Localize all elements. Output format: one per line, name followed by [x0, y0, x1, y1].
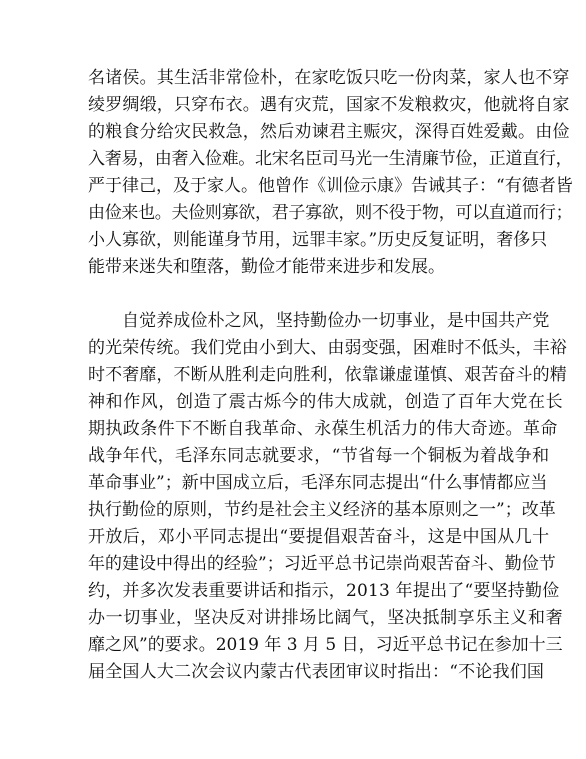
text-line: 届全国人大二次会议内蒙古代表团审议时指出：“不论我们国	[88, 662, 545, 682]
text-line: 靡之风”的要求。2019 年 3 月 5 日，习近平总书记在参加十三	[88, 635, 563, 655]
text-line: 约，并多次发表重要讲话和指示，2013 年提出了“要坚持勤俭	[88, 581, 560, 601]
text-line: 开放后，邓小平同志提出“要提倡艰苦奋斗，这是中国从几十	[88, 527, 550, 547]
text-line: 名诸侯。其生活非常俭朴，在家吃饭只吃一份肉菜，家人也不穿	[88, 68, 570, 88]
text-line: 神和作风，创造了震古烁今的伟大成就，创造了百年大党在长	[88, 392, 564, 412]
text-line: 时不奢靡，不断从胜利走向胜利，依靠谦虚谨慎、艰苦奋斗的精	[88, 365, 567, 385]
text-line: 能带来迷失和堕落，勤俭才能带来进步和发展。	[88, 257, 445, 277]
text-line: 办一切事业，坚决反对讲排场比阔气，坚决抵制享乐主义和奢	[88, 608, 564, 628]
text-line: 自觉养成俭朴之风，坚持勤俭办一切事业，是中国共产党	[122, 311, 550, 331]
text-line: 由俭来也。夫俭则寡欲，君子寡欲，则不役于物，可以直道而行；	[88, 203, 573, 223]
text-line: 革命事业”；新中国成立后，毛泽东同志提出“什么事情都应当	[88, 473, 548, 493]
text-line: 战争年代，毛泽东同志就要求，“节省每一个铜板为着战争和	[88, 446, 550, 466]
text-line: 年的建设中得出的经验”；习近平总书记崇尚艰苦奋斗、勤俭节	[88, 554, 556, 574]
text-line: 小人寡欲，则能谨身节用，远罪丰家。”历史反复证明，奢侈只	[88, 230, 548, 250]
text-line: 的粮食分给灾民救急，然后劝谏君主赈灾，深得百姓爱戴。由俭	[88, 122, 570, 142]
text-line: 执行勤俭的原则，节约是社会主义经济的基本原则之一”；改革	[88, 500, 556, 520]
paragraph-2	[88, 308, 567, 686]
paragraph-1	[88, 65, 573, 281]
text-line: 严于律己，及于家人。他曾作《训俭示康》告诫其子：“有德者皆	[88, 176, 573, 196]
text-line: 绫罗绸缎，只穿布衣。遇有灾荒，国家不发粮救灾，他就将自家	[88, 95, 570, 115]
text-line: 期执政条件下不断自我革命、永葆生机活力的伟大奇迹。革命	[88, 419, 558, 439]
text-line: 的光荣传统。我们党由小到大、由弱变强，困难时不低头，丰裕	[88, 338, 567, 358]
text-line: 入奢易，由奢入俭难。北宋名臣司马光一生清廉节俭，正道直行，	[88, 149, 573, 169]
